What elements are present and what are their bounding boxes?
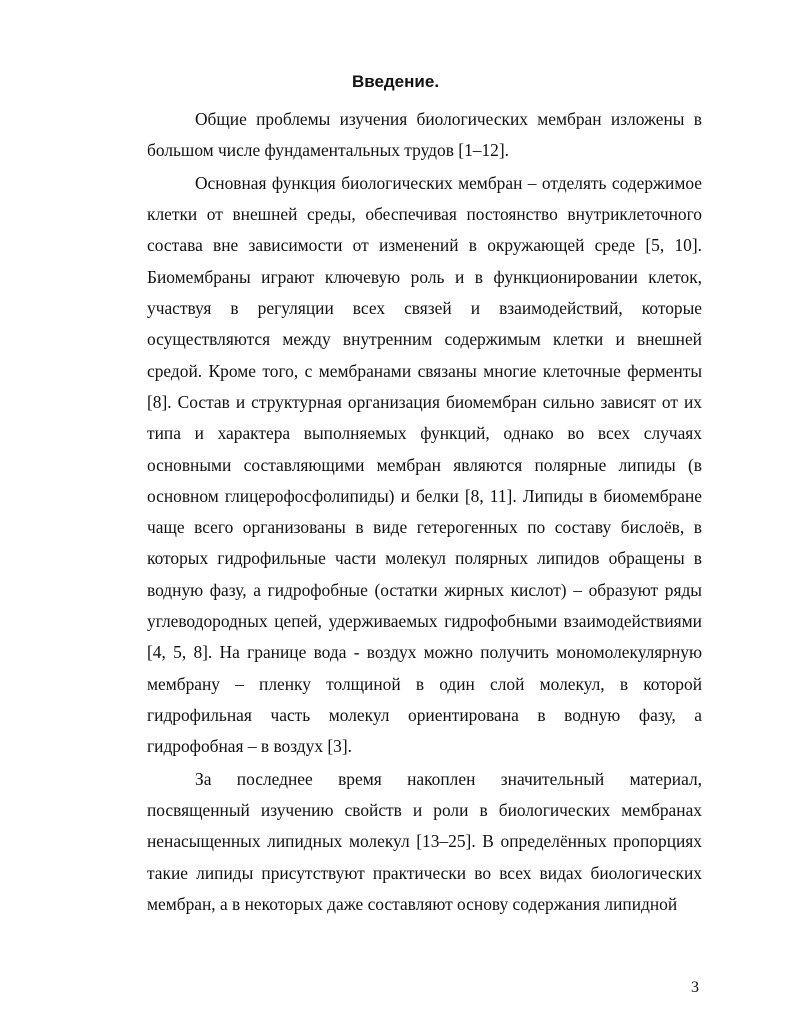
- body-text: [147, 104, 702, 922]
- paragraph-membrane-function: Основная функция биологических мембран – отделять содержимое клетки от внешней среды, обеспечивая постоянство внутриклеточного состава вне зависимости от изменений в окружающей среде [5, 10]. Биомембраны играют ключевую роль и в функционировании клеток, участвуя в регуляции всех связей и взаимодействий, которые осуществляются между внутренним содержимым клетки и внешней средой. Кроме того, с мембранами связаны многие клеточные ферменты [8]. Состав и структурная организация биомембран сильно зависят от их типа и характера выполняемых функций, однако во всех случаях основными составляющими мембран являются полярные липиды (в основном глицерофосфолипиды) и белки [8, 11]. Липиды в биомембране чаще всего организованы в виде гетерогенных по составу бислоёв, в которых гидрофильные части молекул полярных липидов обращены в водную фазу, а гидрофобные (остатки жирных кислот) – образуют ряды углеводородных цепей, удерживаемых гидрофобными взаимодействиями [4, 5, 8]. На границе вода - воздух можно получить мономолекулярную мембрану – пленку толщиной в один слой молекул, в которой гидрофильная часть молекул ориентирована в водную фазу, а гидрофобная – в воздух [3].: [147, 172, 702, 757]
- page-number: 3: [691, 979, 699, 996]
- paragraph-unsaturated-lipids: За последнее время накоплен значительный материал, посвященный изучению свойств и роли в биологических мембранах ненасыщенных липидных молекул [13–25]. В определённых пропорциях такие липиды присутствуют практически во всех видах биологических мембран, а в некоторых даже составляют основу содержания липидной: [147, 768, 702, 915]
- section-heading: Введение.: [351, 72, 440, 91]
- paragraph-intro: Общие проблемы изучения биологических мембран изложены в большом числе фундаментальных трудов [1–12].: [147, 109, 702, 161]
